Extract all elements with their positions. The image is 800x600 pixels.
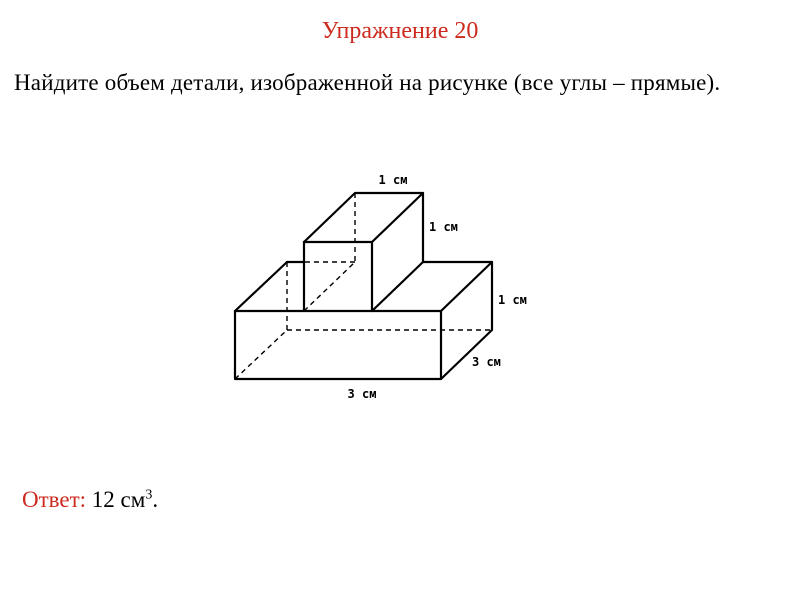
block-bottom-right-edge bbox=[372, 262, 423, 311]
label-base-length: 3 см bbox=[347, 387, 377, 401]
block-top-back bbox=[304, 193, 423, 242]
answer-suffix: . bbox=[152, 487, 159, 512]
answer-value: 12 см bbox=[91, 487, 146, 512]
label-top-width: 1 см bbox=[378, 173, 408, 187]
hidden-block-bottom-diagonal bbox=[304, 262, 355, 311]
block-front-top bbox=[304, 242, 372, 311]
base-front-face bbox=[235, 311, 441, 379]
answer-exponent: 3 bbox=[145, 487, 153, 503]
problem-statement: Найдите объем детали, изображенной на рисунке (все углы – прямые). bbox=[14, 70, 721, 95]
label-top-height: 1 см bbox=[429, 220, 458, 234]
exercise-title: Упражнение 20 bbox=[321, 18, 479, 44]
hidden-base-bottom-diagonal bbox=[235, 330, 287, 379]
label-base-depth: 3 см bbox=[472, 355, 501, 369]
label-base-height: 1 см bbox=[498, 293, 527, 307]
answer bbox=[22, 487, 158, 513]
base-top-left-edge bbox=[235, 262, 287, 311]
block-right-face bbox=[372, 193, 423, 262]
answer-label: Ответ: bbox=[22, 487, 87, 512]
